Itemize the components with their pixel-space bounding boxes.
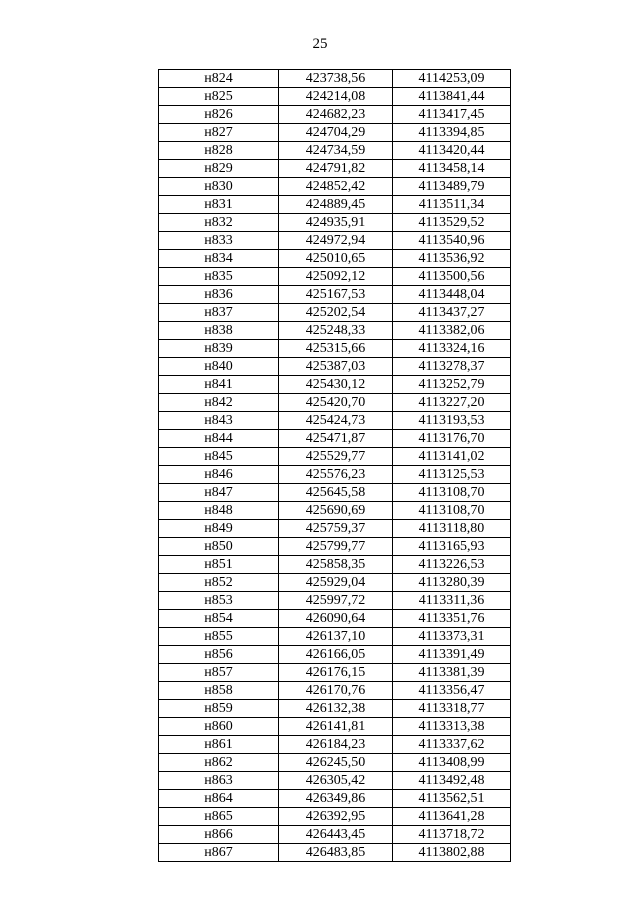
table-row [159,448,511,466]
table-row [159,556,511,574]
table-row [159,790,511,808]
table-row [159,430,511,448]
table-row [159,394,511,412]
x-coordinate-cell: 426349,86 [279,790,393,808]
y-coordinate-cell: 4113351,76 [393,610,511,628]
table-row [159,574,511,592]
point-id-cell: н856 [159,646,279,664]
coordinates-table-body [159,70,511,862]
y-coordinate-cell: 4113529,52 [393,214,511,232]
point-id-cell: н841 [159,376,279,394]
point-id-cell: н864 [159,790,279,808]
point-id-cell: н853 [159,592,279,610]
x-coordinate-cell: 424852,42 [279,178,393,196]
x-coordinate-cell: 425858,35 [279,556,393,574]
point-id-cell: н829 [159,160,279,178]
table-row [159,304,511,322]
point-id-cell: н867 [159,844,279,862]
table-row [159,502,511,520]
point-id-cell: н826 [159,106,279,124]
y-coordinate-cell: 4113391,49 [393,646,511,664]
table-row [159,124,511,142]
table-row [159,70,511,88]
point-id-cell: н833 [159,232,279,250]
y-coordinate-cell: 4113536,92 [393,250,511,268]
y-coordinate-cell: 4113193,53 [393,412,511,430]
point-id-cell: н866 [159,826,279,844]
table-row [159,700,511,718]
table-row [159,196,511,214]
x-coordinate-cell: 425997,72 [279,592,393,610]
x-coordinate-cell: 424214,08 [279,88,393,106]
table-row [159,340,511,358]
coordinates-table [158,69,511,862]
table-row [159,322,511,340]
table-row [159,214,511,232]
table-row [159,664,511,682]
point-id-cell: н849 [159,520,279,538]
y-coordinate-cell: 4113108,70 [393,484,511,502]
y-coordinate-cell: 4113420,44 [393,142,511,160]
point-id-cell: н847 [159,484,279,502]
table-row [159,232,511,250]
y-coordinate-cell: 4113492,48 [393,772,511,790]
x-coordinate-cell: 425420,70 [279,394,393,412]
point-id-cell: н862 [159,754,279,772]
y-coordinate-cell: 4113437,27 [393,304,511,322]
y-coordinate-cell: 4113394,85 [393,124,511,142]
x-coordinate-cell: 425167,53 [279,286,393,304]
x-coordinate-cell: 426305,42 [279,772,393,790]
point-id-cell: н836 [159,286,279,304]
point-id-cell: н838 [159,322,279,340]
table-row [159,754,511,772]
table-row [159,520,511,538]
x-coordinate-cell: 426141,81 [279,718,393,736]
y-coordinate-cell: 4113718,72 [393,826,511,844]
y-coordinate-cell: 4113278,37 [393,358,511,376]
table-row [159,466,511,484]
x-coordinate-cell: 425092,12 [279,268,393,286]
y-coordinate-cell: 4113540,96 [393,232,511,250]
table-row [159,412,511,430]
x-coordinate-cell: 426176,15 [279,664,393,682]
x-coordinate-cell: 426392,95 [279,808,393,826]
y-coordinate-cell: 4113448,04 [393,286,511,304]
table-row [159,844,511,862]
page-number: 25 [312,36,328,52]
x-coordinate-cell: 425248,33 [279,322,393,340]
point-id-cell: н854 [159,610,279,628]
y-coordinate-cell: 4113118,80 [393,520,511,538]
x-coordinate-cell: 426170,76 [279,682,393,700]
x-coordinate-cell: 424682,23 [279,106,393,124]
table-row [159,160,511,178]
x-coordinate-cell: 426443,45 [279,826,393,844]
x-coordinate-cell: 425430,12 [279,376,393,394]
y-coordinate-cell: 4113108,70 [393,502,511,520]
point-id-cell: н840 [159,358,279,376]
y-coordinate-cell: 4113252,79 [393,376,511,394]
y-coordinate-cell: 4113408,99 [393,754,511,772]
x-coordinate-cell: 426483,85 [279,844,393,862]
table-row [159,88,511,106]
y-coordinate-cell: 4113511,34 [393,196,511,214]
point-id-cell: н843 [159,412,279,430]
table-row [159,358,511,376]
x-coordinate-cell: 425576,23 [279,466,393,484]
x-coordinate-cell: 424972,94 [279,232,393,250]
y-coordinate-cell: 4113280,39 [393,574,511,592]
point-id-cell: н825 [159,88,279,106]
point-id-cell: н832 [159,214,279,232]
point-id-cell: н828 [159,142,279,160]
point-id-cell: н846 [159,466,279,484]
x-coordinate-cell: 424791,82 [279,160,393,178]
point-id-cell: н837 [159,304,279,322]
point-id-cell: н857 [159,664,279,682]
table-row [159,592,511,610]
y-coordinate-cell: 4113324,16 [393,340,511,358]
y-coordinate-cell: 4113176,70 [393,430,511,448]
table-row [159,178,511,196]
point-id-cell: н863 [159,772,279,790]
x-coordinate-cell: 425010,65 [279,250,393,268]
y-coordinate-cell: 4113311,36 [393,592,511,610]
point-id-cell: н858 [159,682,279,700]
point-id-cell: н844 [159,430,279,448]
y-coordinate-cell: 4113458,14 [393,160,511,178]
table-row [159,106,511,124]
y-coordinate-cell: 4113417,45 [393,106,511,124]
table-row [159,826,511,844]
point-id-cell: н861 [159,736,279,754]
table-row [159,808,511,826]
point-id-cell: н848 [159,502,279,520]
point-id-cell: н824 [159,70,279,88]
x-coordinate-cell: 426166,05 [279,646,393,664]
y-coordinate-cell: 4113562,51 [393,790,511,808]
table-row [159,646,511,664]
point-id-cell: н842 [159,394,279,412]
x-coordinate-cell: 424889,45 [279,196,393,214]
table-row [159,286,511,304]
y-coordinate-cell: 4113125,53 [393,466,511,484]
point-id-cell: н850 [159,538,279,556]
y-coordinate-cell: 4113802,88 [393,844,511,862]
table-row [159,610,511,628]
y-coordinate-cell: 4114253,09 [393,70,511,88]
x-coordinate-cell: 425315,66 [279,340,393,358]
y-coordinate-cell: 4113318,77 [393,700,511,718]
table-row [159,484,511,502]
point-id-cell: н865 [159,808,279,826]
table-row [159,538,511,556]
point-id-cell: н860 [159,718,279,736]
x-coordinate-cell: 425529,77 [279,448,393,466]
y-coordinate-cell: 4113641,28 [393,808,511,826]
table-row [159,628,511,646]
point-id-cell: н845 [159,448,279,466]
y-coordinate-cell: 4113226,53 [393,556,511,574]
x-coordinate-cell: 425387,03 [279,358,393,376]
x-coordinate-cell: 425424,73 [279,412,393,430]
y-coordinate-cell: 4113500,56 [393,268,511,286]
table-row [159,772,511,790]
x-coordinate-cell: 425799,77 [279,538,393,556]
y-coordinate-cell: 4113381,39 [393,664,511,682]
point-id-cell: н839 [159,340,279,358]
point-id-cell: н851 [159,556,279,574]
y-coordinate-cell: 4113227,20 [393,394,511,412]
point-id-cell: н852 [159,574,279,592]
y-coordinate-cell: 4113382,06 [393,322,511,340]
point-id-cell: н830 [159,178,279,196]
x-coordinate-cell: 426137,10 [279,628,393,646]
x-coordinate-cell: 425202,54 [279,304,393,322]
x-coordinate-cell: 425690,69 [279,502,393,520]
table-row [159,142,511,160]
x-coordinate-cell: 424704,29 [279,124,393,142]
x-coordinate-cell: 424935,91 [279,214,393,232]
point-id-cell: н827 [159,124,279,142]
point-id-cell: н855 [159,628,279,646]
x-coordinate-cell: 425929,04 [279,574,393,592]
x-coordinate-cell: 423738,56 [279,70,393,88]
point-id-cell: н835 [159,268,279,286]
table-row [159,718,511,736]
point-id-cell: н831 [159,196,279,214]
x-coordinate-cell: 425759,37 [279,520,393,538]
point-id-cell: н859 [159,700,279,718]
y-coordinate-cell: 4113373,31 [393,628,511,646]
table-row [159,268,511,286]
point-id-cell: н834 [159,250,279,268]
y-coordinate-cell: 4113165,93 [393,538,511,556]
x-coordinate-cell: 425645,58 [279,484,393,502]
x-coordinate-cell: 425471,87 [279,430,393,448]
x-coordinate-cell: 426090,64 [279,610,393,628]
y-coordinate-cell: 4113141,02 [393,448,511,466]
x-coordinate-cell: 426245,50 [279,754,393,772]
x-coordinate-cell: 424734,59 [279,142,393,160]
y-coordinate-cell: 4113489,79 [393,178,511,196]
table-row [159,250,511,268]
x-coordinate-cell: 426184,23 [279,736,393,754]
y-coordinate-cell: 4113841,44 [393,88,511,106]
x-coordinate-cell: 426132,38 [279,700,393,718]
y-coordinate-cell: 4113313,38 [393,718,511,736]
y-coordinate-cell: 4113337,62 [393,736,511,754]
table-row [159,376,511,394]
table-row [159,682,511,700]
table-row [159,736,511,754]
y-coordinate-cell: 4113356,47 [393,682,511,700]
